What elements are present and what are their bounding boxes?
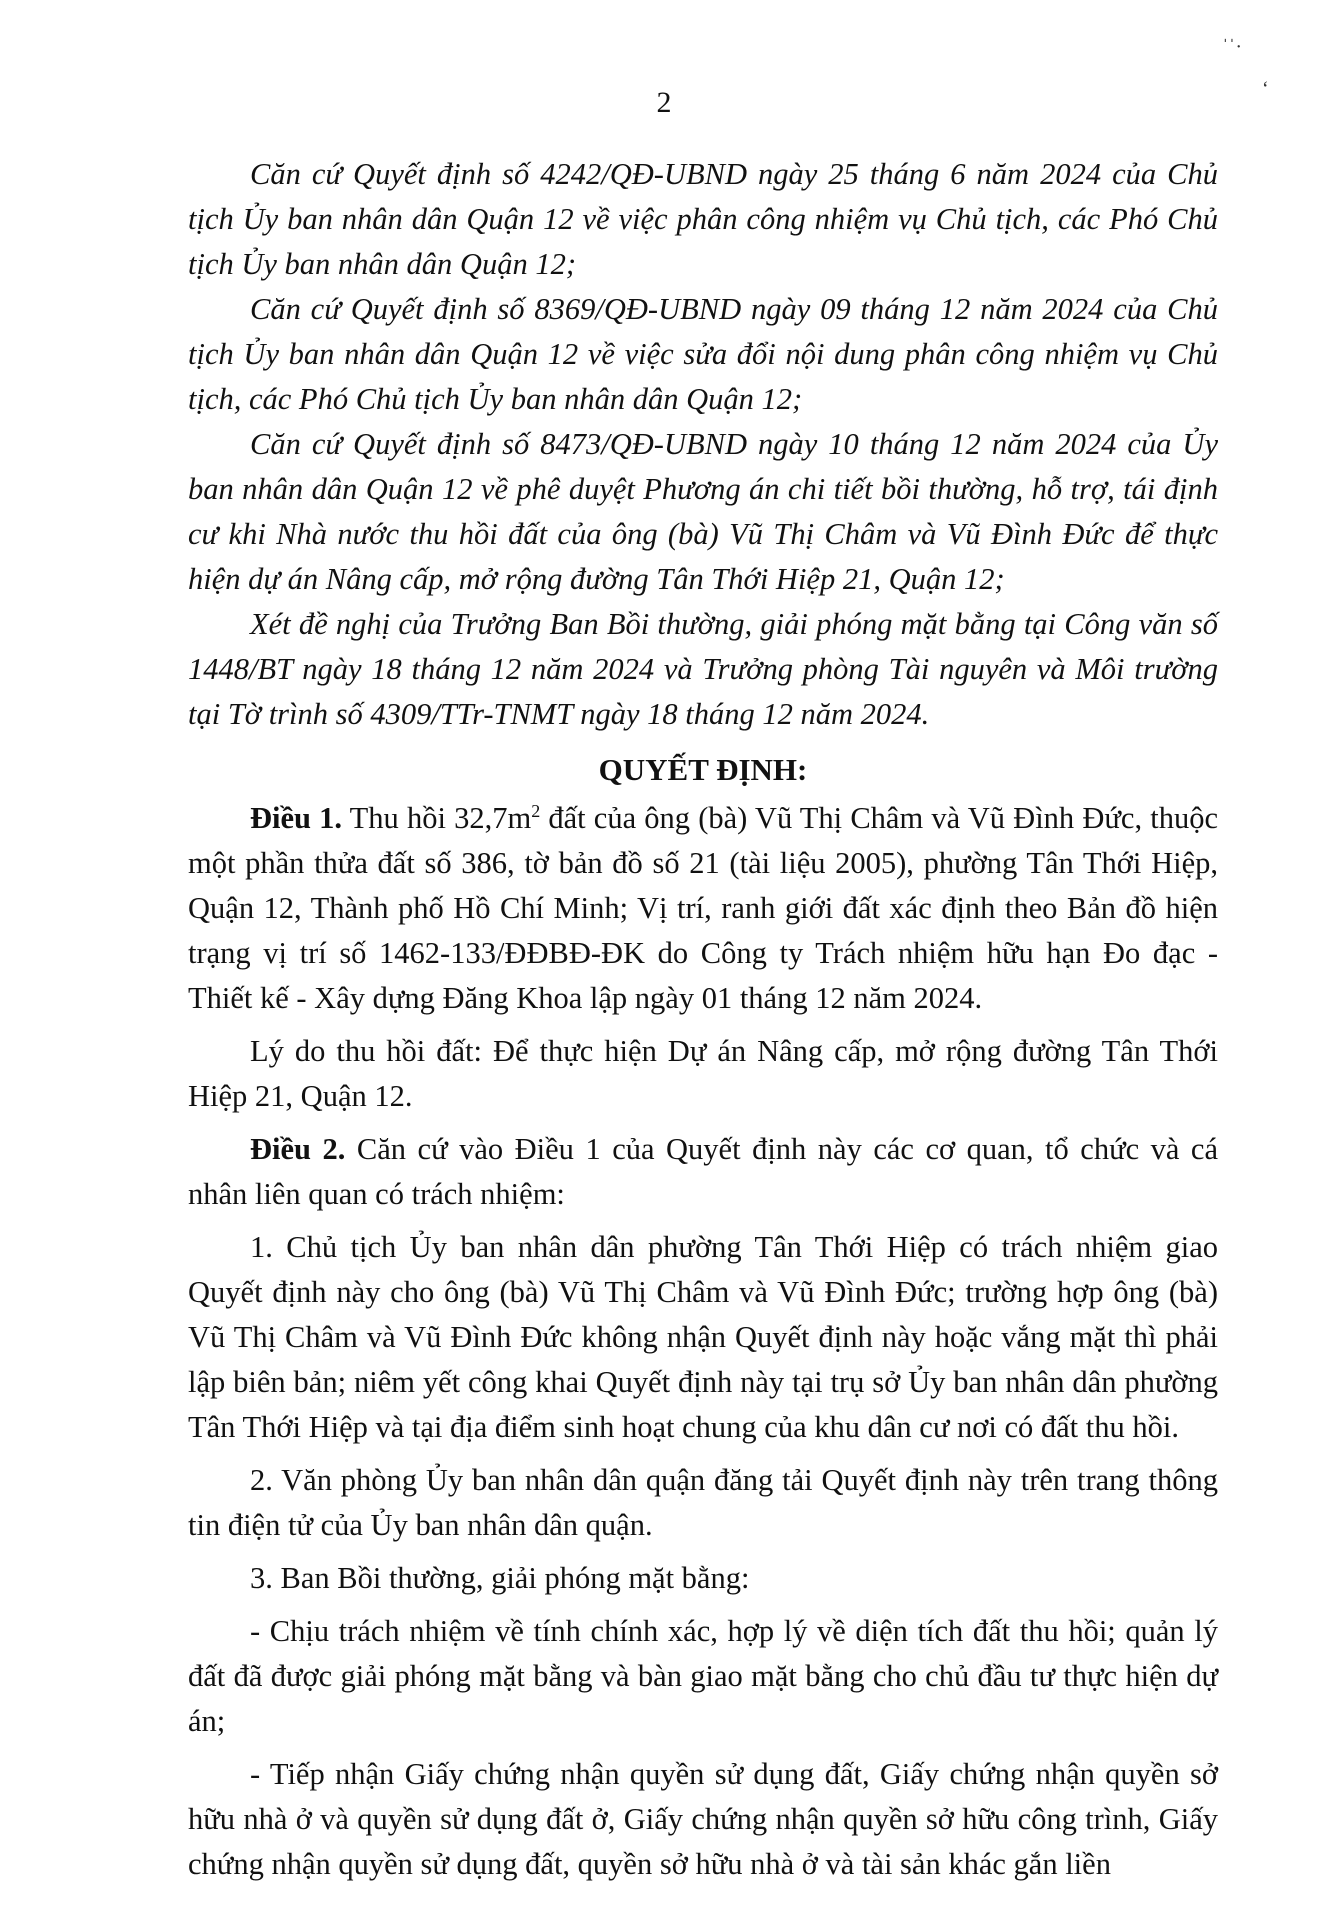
preamble-paragraph: Căn cứ Quyết định số 8369/QĐ-UBND ngày 09 tháng 12 năm 2024 của Chủ tịch Ủy ban nhân dân Quận 12 về việc sửa đổi nội dung phân công nhiệm vụ Chủ tịch, các Phó Chủ tịch Ủy ban nhân dân Quận 12; bbox=[188, 292, 1218, 416]
area-unit-superscript: 2 bbox=[531, 800, 541, 821]
article-1-text-end: đất của ông (bà) Vũ Thị Châm và Vũ Đình Đức, thuộc một phần thửa đất số 386, tờ bản đồ số 21 (tài liệu 2005), phường Tân Thới Hiệp, Quận 12, Thành phố Hồ Chí Minh; Vị trí, ranh giới đất xác định theo Bản đồ hiện trạng vị trí số 1462-133/ĐĐBĐ-ĐK do Công ty Trách nhiệm hữu hạn Đo đạc - Thiết kế - Xây dựng Đăng Khoa lập ngày 01 tháng 12 năm 2024. bbox=[188, 801, 1218, 1015]
preamble-paragraph: Xét đề nghị của Trưởng Ban Bồi thường, giải phóng mặt bằng tại Công văn số 1448/BT ngày 18 tháng 12 năm 2024 và Trưởng phòng Tài nguyên và Môi trường tại Tờ trình số 4309/TTr-TNMT ngày 18 tháng 12 năm 2024. bbox=[188, 607, 1218, 731]
preamble bbox=[188, 152, 1218, 737]
article-2-item: 3. Ban Bồi thường, giải phóng mặt bằng: bbox=[250, 1561, 750, 1595]
article-2-item: 2. Văn phòng Ủy ban nhân dân quận đăng tải Quyết định này trên trang thông tin điện tử của Ủy ban nhân dân quận. bbox=[188, 1463, 1218, 1542]
page-number: 2 bbox=[656, 86, 672, 119]
articles bbox=[188, 796, 1218, 1887]
article-1-reason: Lý do thu hồi đất: Để thực hiện Dự án Nâng cấp, mở rộng đường Tân Thới Hiệp 21, Quận 12. bbox=[188, 1034, 1218, 1113]
scan-speck: ‘ bbox=[1262, 78, 1269, 100]
document-body bbox=[188, 152, 1218, 1895]
article-1-text-start: Thu hồi 32,7m bbox=[342, 801, 532, 835]
article-1-paragraph bbox=[188, 796, 1218, 1021]
preamble-paragraph: Căn cứ Quyết định số 8473/QĐ-UBND ngày 10 tháng 12 năm 2024 của Ủy ban nhân dân Quận 12 về phê duyệt Phương án chi tiết bồi thường, hỗ trợ, tái định cư khi Nhà nước thu hồi đất của ông (bà) Vũ Thị Châm và Vũ Đình Đức để thực hiện dự án Nâng cấp, mở rộng đường Tân Thới Hiệp 21, Quận 12; bbox=[188, 427, 1218, 596]
article-2-item: - Chịu trách nhiệm về tính chính xác, hợp lý về diện tích đất thu hồi; quản lý đất đã được giải phóng mặt bằng và bàn giao mặt bằng cho chủ đầu tư thực hiện dự án; bbox=[188, 1614, 1218, 1738]
preamble-paragraph: Căn cứ Quyết định số 4242/QĐ-UBND ngày 25 tháng 6 năm 2024 của Chủ tịch Ủy ban nhân dân Quận 12 về việc phân công nhiệm vụ Chủ tịch, các Phó Chủ tịch Ủy ban nhân dân Quận 12; bbox=[188, 157, 1218, 281]
article-1-label: Điều 1. bbox=[250, 801, 343, 835]
scan-speck: ˈˈ· bbox=[1222, 36, 1242, 58]
article-2-intro: Căn cứ vào Điều 1 của Quyết định này các cơ quan, tổ chức và cá nhân liên quan có trách nhiệm: bbox=[188, 1132, 1219, 1211]
article-2-item: - Tiếp nhận Giấy chứng nhận quyền sử dụng đất, Giấy chứng nhận quyền sở hữu nhà ở và quyền sử dụng đất ở, Giấy chứng nhận quyền sở hữu công trình, Giấy chứng nhận quyền sử dụng đất, quyền sở hữu nhà ở và tài sản khác gắn liền bbox=[188, 1757, 1218, 1881]
article-2-paragraph bbox=[188, 1127, 1218, 1217]
article-2-label: Điều 2. bbox=[250, 1132, 346, 1166]
decision-heading: QUYẾT ĐỊNH: bbox=[598, 752, 808, 787]
article-2-item: 1. Chủ tịch Ủy ban nhân dân phường Tân Thới Hiệp có trách nhiệm giao Quyết định này cho ông (bà) Vũ Thị Châm và Vũ Đình Đức; trường hợp ông (bà) Vũ Thị Châm và Vũ Đình Đức không nhận Quyết định này hoặc vắng mặt thì phải lập biên bản; niêm yết công khai Quyết định này tại trụ sở Ủy ban nhân dân phường Tân Thới Hiệp và tại địa điểm sinh hoạt chung của khu dân cư nơi có đất thu hồi. bbox=[188, 1230, 1218, 1444]
